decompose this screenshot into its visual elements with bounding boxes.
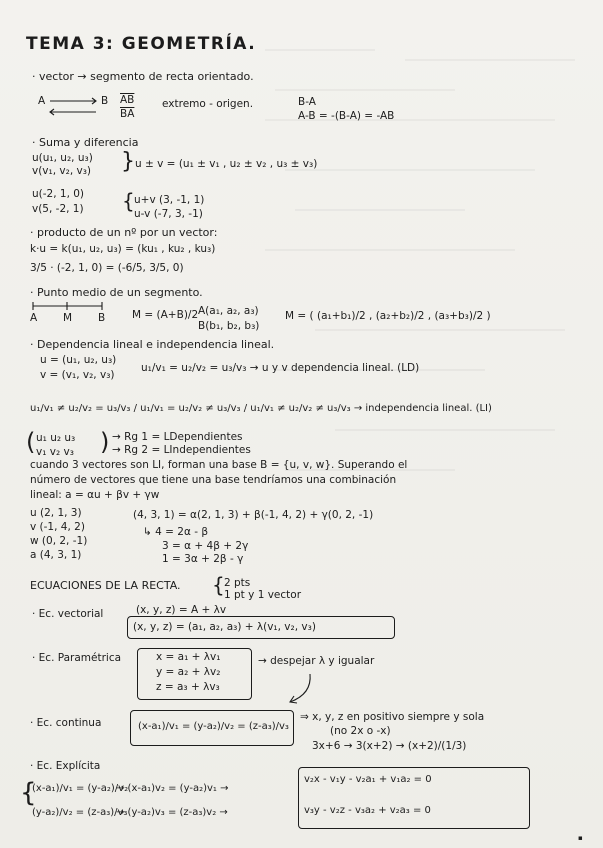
dependencia-u: u = (u₁, u₂, u₃) <box>40 354 117 366</box>
ec-parametrica-label: · Ec. Paramétrica <box>32 652 122 664</box>
recta-heading: ECUACIONES DE LA RECTA. <box>30 579 181 592</box>
system-eq-3: 1 = 3α + 2β - γ <box>162 553 244 565</box>
condition-ld: u₁/v₁ = u₂/v₂ = u₃/v₃ → u y v dependencia lineal. (LD) <box>141 362 420 374</box>
producto-example: 3/5 · (-2, 1, 0) = (-6/5, 3/5, 0) <box>30 262 184 274</box>
recta-brace-option-2: 1 pt y 1 vector <box>224 589 302 601</box>
suma-u: u(u₁, u₂, u₃) <box>32 152 93 164</box>
page-title: TEMA 3: GEOMETRÍA. <box>26 34 257 54</box>
base-paragraph-line-3: lineal: a = αu + βv + γw <box>30 489 160 501</box>
matrix-left-paren-icon: ( <box>26 428 36 456</box>
example-vector-u: u (2, 1, 3) <box>30 507 82 519</box>
ec-explicita-2b: → (y-a₂)v₃ = (z-a₃)v₂ → <box>116 807 228 818</box>
ec-parametrica-note: → despejar λ y igualar <box>258 655 375 667</box>
base-paragraph-line-2: número de vectores que tiene una base tendríamos una combinación <box>30 474 397 486</box>
punto-medio-heading: · Punto medio de un segmento. <box>30 286 203 299</box>
vector-arrows-diagram <box>48 95 100 117</box>
ec-parametrica-x: x = a₁ + λv₁ <box>156 651 221 663</box>
point-b-coords: B(b₁, b₂, b₃) <box>198 320 260 332</box>
suma-ex-sum: u+v (3, -1, 1) <box>134 194 205 206</box>
suma-brace-icon: } <box>121 149 135 174</box>
extremo-origen-text: extremo - origen. <box>162 98 254 110</box>
segment-label-m: M <box>63 312 73 324</box>
rank-1-text: → Rg 1 = LDependientes <box>112 431 243 443</box>
ec-continua-equation: (x-a₁)/v₁ = (y-a₂)/v₂ = (z-a₃)/v₃ <box>138 721 289 732</box>
ec-parametrica-y: y = a₂ + λv₂ <box>156 666 221 678</box>
vector-label-a: A <box>38 95 46 107</box>
suma-ex-brace-icon: { <box>122 189 135 213</box>
vector-label-b: B <box>101 95 109 107</box>
matrix-row-1: u₁ u₂ u₃ <box>36 432 76 444</box>
ec-vectorial-expanded: (x, y, z) = (a₁, a₂, a₃) + λ(v₁, v₂, v₃) <box>133 621 316 633</box>
vector-heading: · vector → segmento de recta orientado. <box>32 70 254 83</box>
example-vector-w: w (0, 2, -1) <box>30 535 88 547</box>
ec-continua-example: 3x+6 → 3(x+2) → (x+2)/(1/3) <box>312 740 467 752</box>
matrix-right-paren-icon: ) <box>100 428 110 456</box>
ec-parametrica-z: z = a₃ + λv₃ <box>156 681 220 693</box>
b-minus-a-text: B-A <box>298 96 316 108</box>
ec-continua-note-2: (no 2x o -x) <box>330 725 391 737</box>
ec-explicita-label: · Ec. Explícita <box>30 760 101 772</box>
midpoint-equation: M = (A+B)/2 <box>132 309 199 321</box>
suma-result: u ± v = (u₁ ± v₁ , u₂ ± v₂ , u₃ ± v₃) <box>135 158 318 170</box>
curved-arrow-icon <box>280 672 320 708</box>
ec-explicita-result-1: v₂x - v₁y - v₂a₁ + v₁a₂ = 0 <box>304 774 432 785</box>
ec-vectorial-compact: (x, y, z) = A + λv <box>136 604 227 616</box>
example-vector-v: v (-1, 4, 2) <box>30 521 85 533</box>
vector-label-ab: $\overline{AB}$ <box>120 94 135 106</box>
ec-continua-label: · Ec. continua <box>30 717 102 729</box>
producto-heading: · producto de un nº por un vector: <box>30 226 218 239</box>
rank-2-text: → Rg 2 = LIndependientes <box>112 444 251 456</box>
ec-explicita-1b: → (x-a₁)v₂ = (y-a₂)v₁ → <box>116 783 229 794</box>
example-combination: (4, 3, 1) = α(2, 1, 3) + β(-1, 4, 2) + γ(0, 2, -1) <box>133 509 374 521</box>
recta-brace-option-1: 2 pts <box>224 577 251 589</box>
ec-explicita-result-2: v₃y - v₂z - v₃a₂ + v₂a₃ = 0 <box>304 805 431 816</box>
suma-ex-diff: u-v (-7, 3, -1) <box>134 208 203 220</box>
suma-ex-u: u(-2, 1, 0) <box>32 188 85 200</box>
ec-explicita-brace-icon: { <box>20 778 37 808</box>
suma-heading: · Suma y diferencia <box>32 136 139 149</box>
vector-label-ba: $\overline{BA}$ <box>120 108 135 120</box>
segment-label-a: A <box>30 312 38 324</box>
suma-ex-v: v(5, -2, 1) <box>32 203 84 215</box>
page-corner-mark: ▪ <box>578 834 583 842</box>
vector-identity: A-B = -(B-A) = -AB <box>298 110 395 122</box>
matrix-row-2: v₁ v₂ v₃ <box>36 446 74 458</box>
recta-brace-icon: { <box>212 573 225 597</box>
point-a-coords: A(a₁, a₂, a₃) <box>198 305 259 317</box>
ec-vectorial-label: · Ec. vectorial <box>32 608 104 620</box>
ec-explicita-2a: (y-a₂)/v₂ = (z-a₃)/v₃ <box>32 807 128 818</box>
system-eq-2: 3 = α + 4β + 2γ <box>162 540 249 552</box>
system-eq-1: ↳ 4 = 2α - β <box>143 526 209 538</box>
example-vector-a: a (4, 3, 1) <box>30 549 82 561</box>
segment-label-b: B <box>98 312 106 324</box>
ec-continua-note: ⇒ x, y, z en positivo siempre y sola <box>300 711 485 723</box>
suma-v: v(v₁, v₂, v₃) <box>32 165 92 177</box>
producto-formula: k·u = k(u₁, u₂, u₃) = (ku₁ , ku₂ , ku₃) <box>30 243 216 255</box>
condition-li: u₁/v₁ ≠ u₂/v₂ = u₃/v₃ / u₁/v₁ = u₂/v₂ ≠ u₃/v₃ / u₁/v₁ ≠ u₂/v₂ ≠ u₃/v₃ → independencia lineal. (LI) <box>30 403 492 414</box>
dependencia-heading: · Dependencia lineal e independencia lineal. <box>30 338 275 351</box>
ec-explicita-1a: (x-a₁)/v₁ = (y-a₂)/v₂ <box>32 783 129 794</box>
dependencia-v: v = (v₁, v₂, v₃) <box>40 369 115 381</box>
midpoint-coords: M = ( (a₁+b₁)/2 , (a₂+b₂)/2 , (a₃+b₃)/2 ) <box>285 310 491 322</box>
segment-diagram <box>30 300 110 312</box>
base-paragraph-line-1: cuando 3 vectores son LI, forman una base B = {u, v, w}. Superando el <box>30 459 408 471</box>
